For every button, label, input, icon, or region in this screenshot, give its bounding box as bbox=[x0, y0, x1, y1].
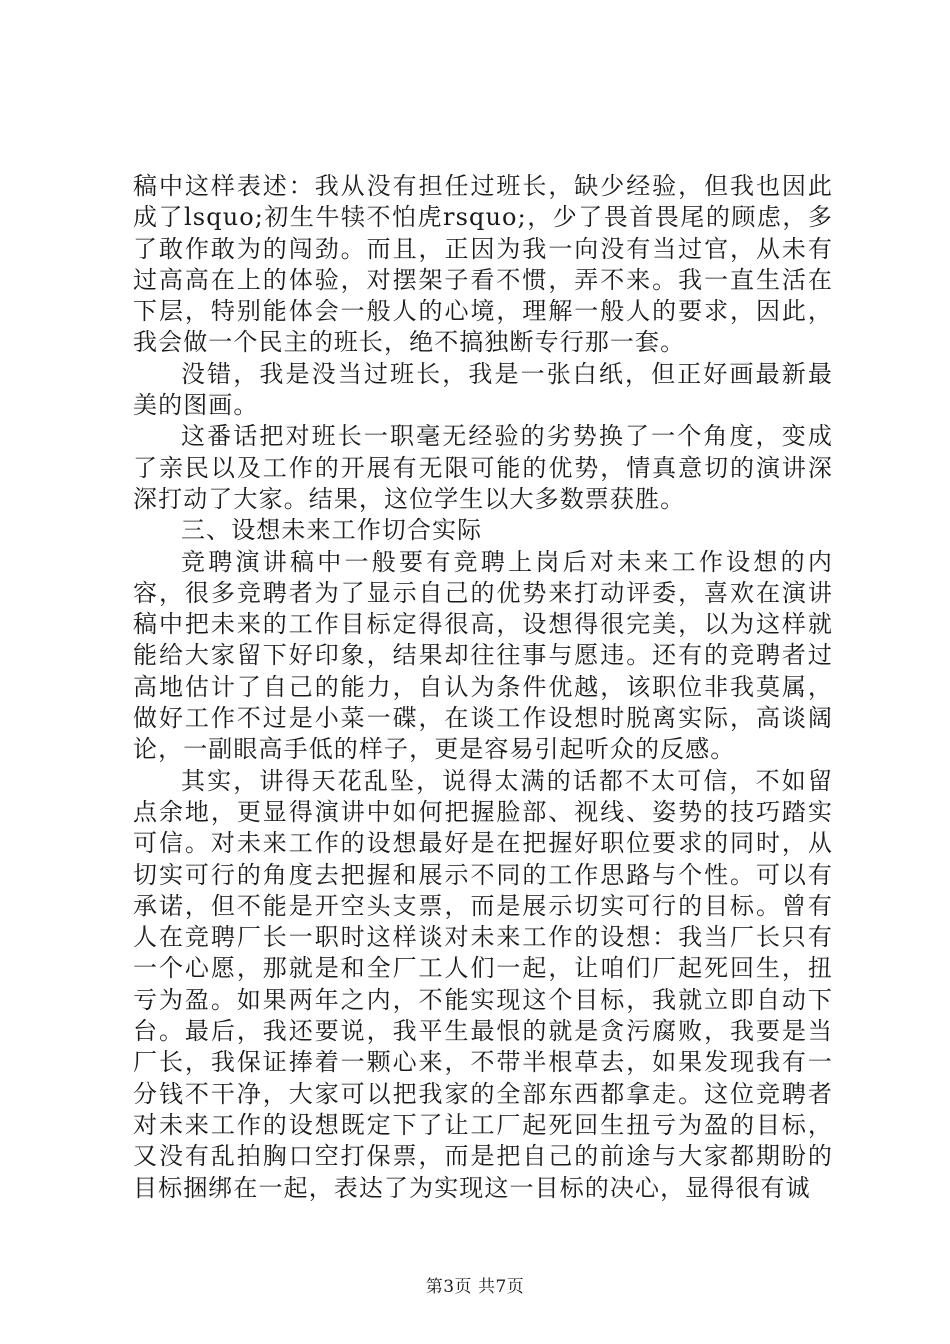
page-number-footer: 第3页 共7页 bbox=[425, 1277, 525, 1297]
section-heading: 三、设想未来工作切合实际 bbox=[181, 516, 483, 545]
paragraph-quote: 没错，我是没当过班长，我是一张白纸，但正好画最新最美的图画。 bbox=[133, 359, 833, 420]
paragraph-analysis: 这番话把对班长一职毫无经验的劣势换了一个角度，变成了亲民以及工作的开展有无限可能的优势，情真意切的演讲深深打动了大家。结果，这位学生以大多数票获胜。 bbox=[133, 422, 833, 513]
paragraph-future-plans: 竞聘演讲稿中一般要有竞聘上岗后对未来工作设想的内容，很多竞聘者为了显示自己的优势来打动评委，喜欢在演讲稿中把未来的工作目标定得很高，设想得很完美，以为这样就能给大家留下好印象，结果却往往事与愿违。还有的竞聘者过高地估计了自己的能力，自认为条件优越，该职位非我莫属，做好工作不过是小菜一碟，在谈工作设想时脱离实际，高谈阔论，一副眼高手低的样子，更是容易引起听众的反感。 bbox=[133, 547, 833, 764]
paragraph-example: 其实，讲得天花乱坠，说得太满的话都不太可信，不如留点余地，更显得演讲中如何把握脸部、视线、姿势的技巧踏实可信。对未来工作的设想最好是在把握好职位要求的同时，从切实可行的角度去把握和展示不同的工作思路与个性。可以有承诺，但不能是开空头支票，而是展示切实可行的目标。曾有人在竞聘厂长一职时这样谈对未来工作的设想：我当厂长只有一个心愿，那就是和全厂工人们一起，让咱们厂起死回生，扭亏为盈。如果两年之内，不能实现这个目标，我就立即自动下台。最后，我还要说，我平生最恨的就是贪污腐败，我要是当厂长，我保证捧着一颗心来，不带半根草去，如果发现我有一分钱不干净，大家可以把我家的全部东西都拿走。这位竞聘者对未来工作的设想既定下了让工厂起死回生扭亏为盈的目标，又没有乱拍胸口空打保票，而是把自己的前途与大家都期盼的目标捆绑在一起，表达了为实现这一目标的决心，显得很有诚 bbox=[133, 766, 833, 1202]
paragraph-continuation: 稿中这样表述：我从没有担任过班长，缺少经验，但我也因此成了lsquo;初生牛犊不怕虎rsquo;，少了畏首畏尾的顾虑，多了敢作敢为的闯劲。而且，正因为我一向没有当过官，从未有过高高在上的体验，对摆架子看不惯，弄不来。我一直生活在下层，特别能体会一般人的心境，理解一般人的要求，因此，我会做一个民主的班长，绝不搞独断专行那一套。 bbox=[133, 172, 833, 357]
document-body bbox=[133, 171, 833, 1204]
